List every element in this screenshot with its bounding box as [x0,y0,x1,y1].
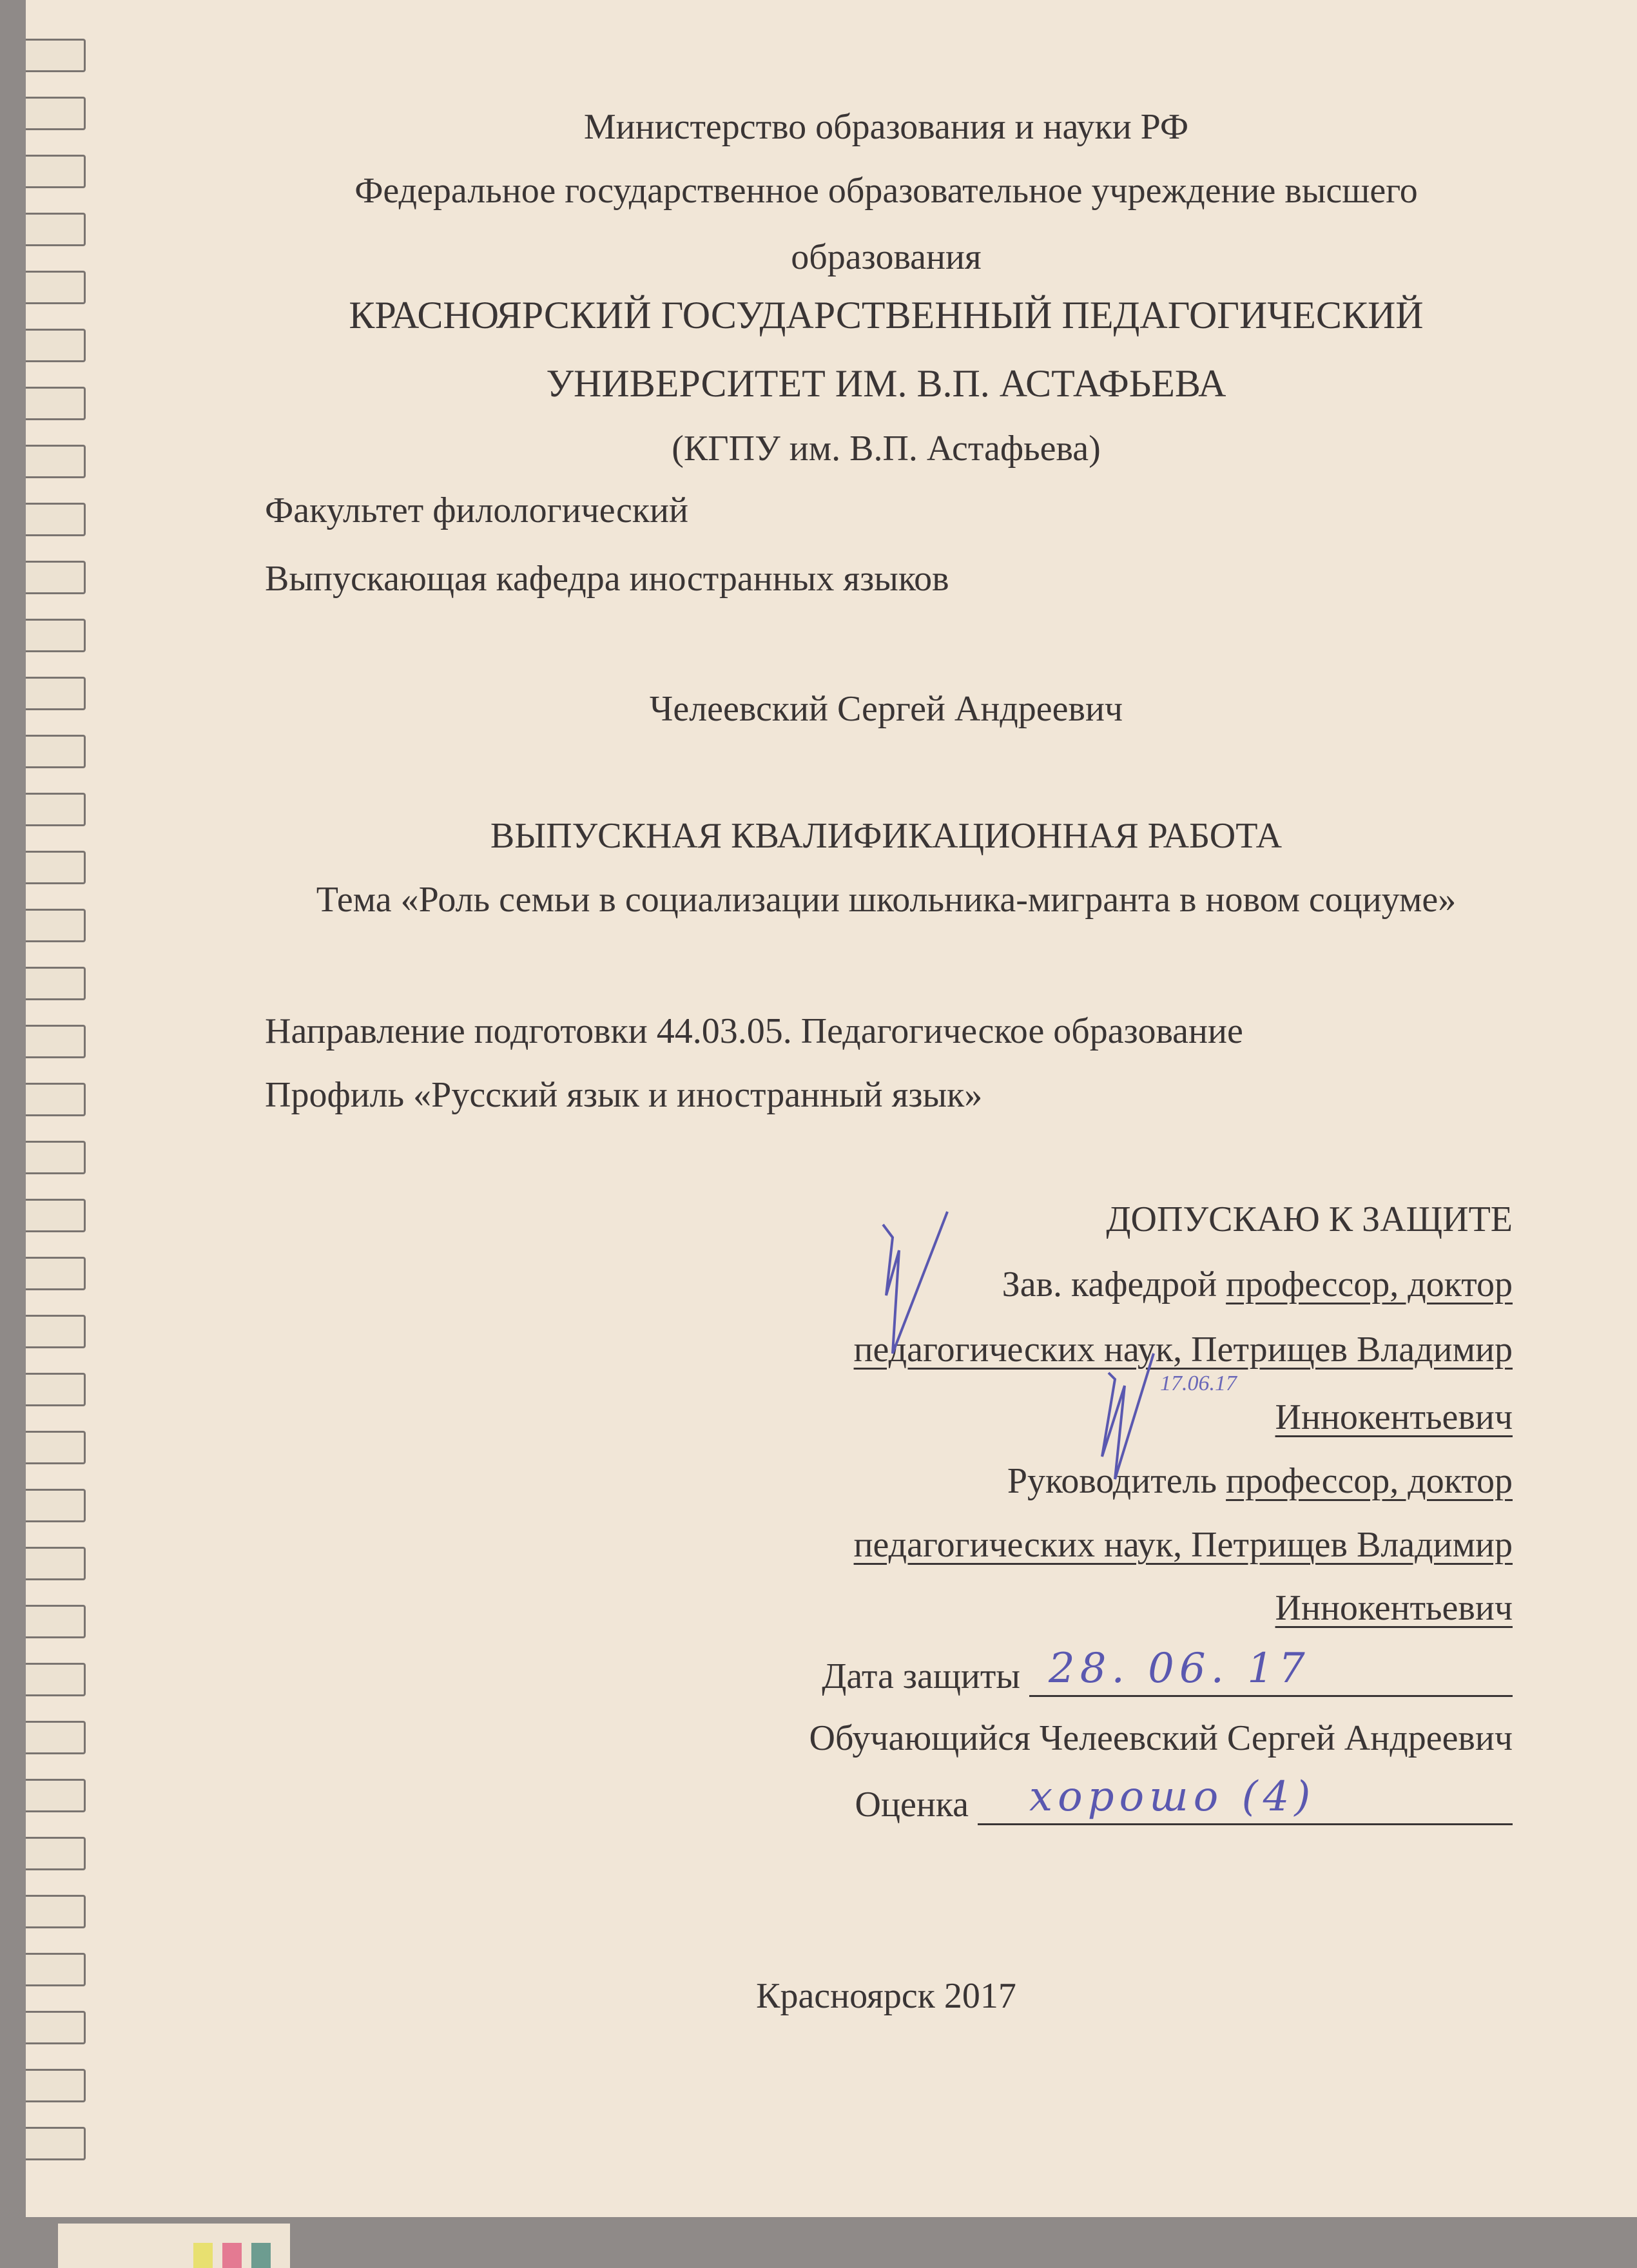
university-abbr: (КГПУ им. В.П. Астафьева) [672,429,1101,469]
supervisor-name2: Иннокентьевич [1275,1588,1513,1628]
binding-ring [26,1895,86,1928]
supervisor-signature [1089,1341,1205,1482]
university-line1: КРАСНОЯРСКИЙ ГОСУДАРСТВЕННЫЙ ПЕДАГОГИЧЕСКИЙ [349,294,1424,336]
binding-ring [26,1547,86,1580]
defense-date-blank [1029,1645,1513,1697]
binding-ring [26,1837,86,1870]
binding-ring [26,1141,86,1174]
supervisor-title: профессор, доктор [1226,1461,1513,1501]
binding-ring [26,1373,86,1406]
grade-label: Оценка [855,1785,978,1825]
head-line [1002,1264,1513,1305]
binding-ring [26,1083,86,1116]
university-line2: УНИВЕРСИТЕТ ИМ. В.П. АСТАФЬЕВА [546,362,1226,405]
binding-ring [26,967,86,1000]
head-sign-date: 17.06.17 [1160,1371,1237,1395]
head-name2: Иннокентьевич [1275,1397,1513,1437]
faculty: Факультет филологический [265,490,688,530]
head-title: профессор, доктор [1226,1265,1513,1304]
grade-handwritten: хорошо (4) [1029,1773,1316,1821]
head-name1: педагогических наук, Петрищев Владимир [853,1330,1513,1370]
binding-ring [26,1199,86,1232]
head-label: Зав. кафедрой [1002,1265,1226,1304]
city-year: Красноярск 2017 [756,1976,1016,2016]
approval-heading: ДОПУСКАЮ К ЗАЩИТЕ [1106,1199,1513,1239]
defense-date-label: Дата защиты [822,1656,1029,1696]
binding-ring [26,1025,86,1058]
supervisor-label: Руководитель [1007,1461,1226,1501]
supervisor-line [1007,1460,1513,1502]
binding-ring [26,1315,86,1348]
binding-ring [26,1663,86,1696]
work-type: ВЫПУСКНАЯ КВАЛИФИКАЦИОННАЯ РАБОТА [490,816,1283,856]
binding-ring [26,503,86,536]
institution-line2: образования [791,237,982,277]
supervisor-name1: педагогических наук, Петрищев Владимир [853,1525,1513,1565]
binding-ring [26,39,86,72]
binding-ring [26,1257,86,1290]
binding-ring [26,1431,86,1464]
direction: Направление подготовки 44.03.05. Педагогическое образование [265,1011,1243,1051]
pink-tab [222,2243,242,2268]
defense-date-handwritten: 28. 06. 17 [1049,1645,1310,1692]
grade-blank [978,1773,1513,1825]
institution-line1: Федеральное государственное образовательное учреждение высшего [354,171,1418,211]
binding-ring [26,619,86,652]
binding-ring [26,1721,86,1754]
topic: Тема «Роль семьи в социализации школьника-мигранта в новом социуме» [316,880,1457,920]
ministry: Министерство образования и науки РФ [583,107,1189,147]
department: Выпускающая кафедра иностранных языков [265,559,949,599]
green-tab [251,2243,271,2268]
profile: Профиль «Русский язык и иностранный язык» [265,1075,983,1115]
student: Обучающийся Челеевский Сергей Андреевич [809,1718,1513,1758]
yellow-tab [193,2243,213,2268]
binding-ring [26,1605,86,1638]
binding-ring [26,561,86,594]
binding-ring [26,1779,86,1812]
author: Челеевский Сергей Андреевич [649,689,1123,729]
binding-ring [26,735,86,768]
defense-date-line [822,1645,1513,1697]
grade-line [855,1773,1513,1825]
binding-ring [26,2069,86,2102]
head-signature [864,1199,993,1366]
binding-ring [26,1489,86,1522]
binding-ring [26,2127,86,2160]
